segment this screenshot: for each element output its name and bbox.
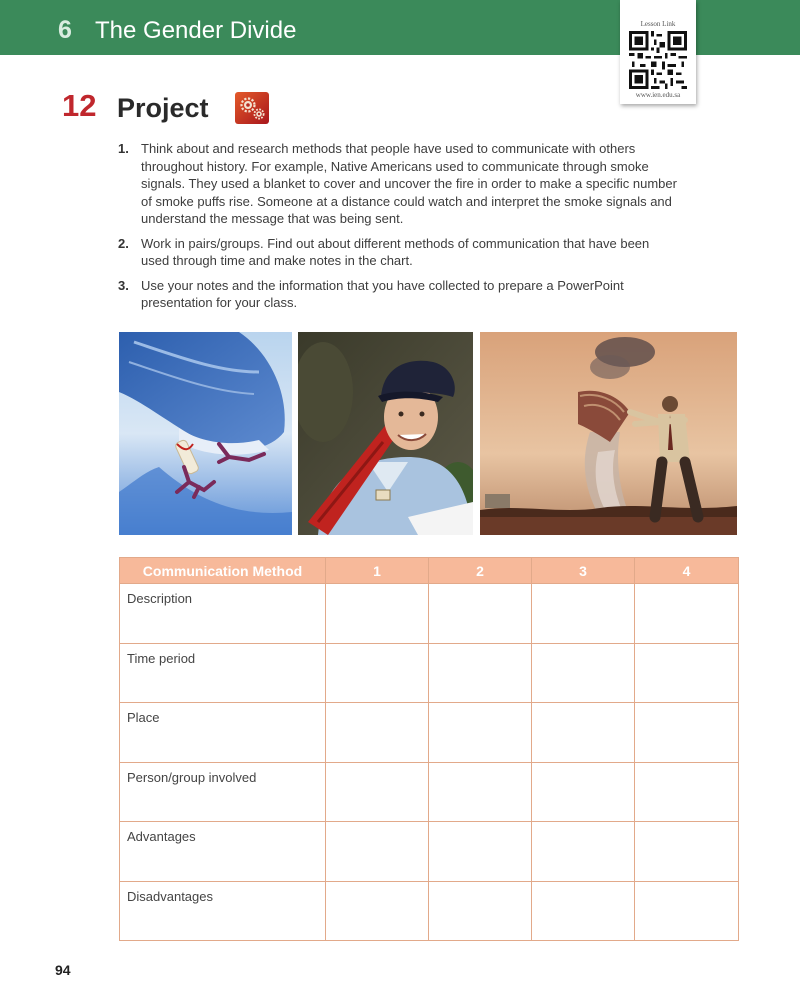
lesson-link-label: Lesson Link	[640, 20, 676, 28]
table-row	[120, 822, 739, 882]
instruction-item	[118, 235, 678, 270]
qr-code-icon[interactable]	[627, 31, 689, 89]
answer-cell[interactable]	[429, 703, 532, 763]
instruction-item	[118, 140, 678, 228]
column-header: Communication Method	[120, 558, 326, 584]
row-label: Description	[120, 584, 326, 644]
answer-cell[interactable]	[532, 584, 635, 644]
answer-cell[interactable]	[635, 703, 739, 763]
row-label: Disadvantages	[120, 881, 326, 941]
answer-cell[interactable]	[532, 822, 635, 882]
answer-cell[interactable]	[326, 643, 429, 703]
step-number: 2.	[118, 235, 129, 251]
table-row	[120, 643, 739, 703]
row-label: Person/group involved	[120, 762, 326, 822]
step-text: Work in pairs/groups. Find out about different methods of communication that have been used through time and make notes in the chart.	[141, 235, 650, 268]
answer-cell[interactable]	[635, 584, 739, 644]
table-row	[120, 703, 739, 763]
answer-cell[interactable]	[326, 881, 429, 941]
instructions-list	[118, 140, 678, 319]
column-header: 1	[326, 558, 429, 584]
answer-cell[interactable]	[532, 762, 635, 822]
row-label: Place	[120, 703, 326, 763]
answer-cell[interactable]	[326, 762, 429, 822]
table-header-row	[120, 558, 739, 584]
lesson-link-card[interactable]	[620, 0, 696, 104]
carrier-pigeon-photo	[119, 332, 292, 535]
table-row	[120, 881, 739, 941]
page-number: 94	[55, 962, 71, 978]
answer-cell[interactable]	[532, 881, 635, 941]
answer-cell[interactable]	[635, 643, 739, 703]
row-label: Advantages	[120, 822, 326, 882]
chapter-number: 6	[58, 16, 72, 44]
communication-methods-chart	[119, 557, 739, 941]
row-label: Time period	[120, 643, 326, 703]
answer-cell[interactable]	[635, 822, 739, 882]
answer-cell[interactable]	[429, 584, 532, 644]
answer-cell[interactable]	[429, 643, 532, 703]
answer-cell[interactable]	[326, 584, 429, 644]
answer-cell[interactable]	[635, 881, 739, 941]
step-text: Use your notes and the information that you have collected to prepare a PowerPoint presentation for your class.	[141, 277, 624, 310]
step-text: Think about and research methods that people have used to communicate with others throughout history. For example, Native Americans used to communicate through smoke signals. They used a blanket to cover and uncover the fire in order to make a specific number of smoke puffs rise. Someone at a distance could watch and interpret the smoke signals and understand the message that was being sent.	[141, 141, 677, 226]
column-header: 4	[635, 558, 739, 584]
table-row	[120, 584, 739, 644]
answer-cell[interactable]	[326, 822, 429, 882]
answer-cell[interactable]	[635, 762, 739, 822]
answer-cell[interactable]	[429, 762, 532, 822]
step-number: 3.	[118, 277, 129, 293]
answer-cell[interactable]	[532, 703, 635, 763]
instruction-item	[118, 277, 678, 312]
column-header: 2	[429, 558, 532, 584]
mail-carrier-photo	[298, 332, 473, 535]
answer-cell[interactable]	[532, 643, 635, 703]
gear-icon	[235, 92, 269, 124]
section-number: 12	[62, 88, 97, 123]
step-number: 1.	[118, 141, 129, 156]
answer-cell[interactable]	[429, 881, 532, 941]
table-row	[120, 762, 739, 822]
chapter-title: The Gender Divide	[95, 17, 297, 44]
answer-cell[interactable]	[326, 703, 429, 763]
column-header: 3	[532, 558, 635, 584]
section-title: Project	[117, 93, 209, 123]
answer-cell[interactable]	[429, 822, 532, 882]
smoke-signal-photo	[480, 332, 737, 535]
lesson-link-url[interactable]: www.ien.edu.sa	[635, 91, 681, 99]
